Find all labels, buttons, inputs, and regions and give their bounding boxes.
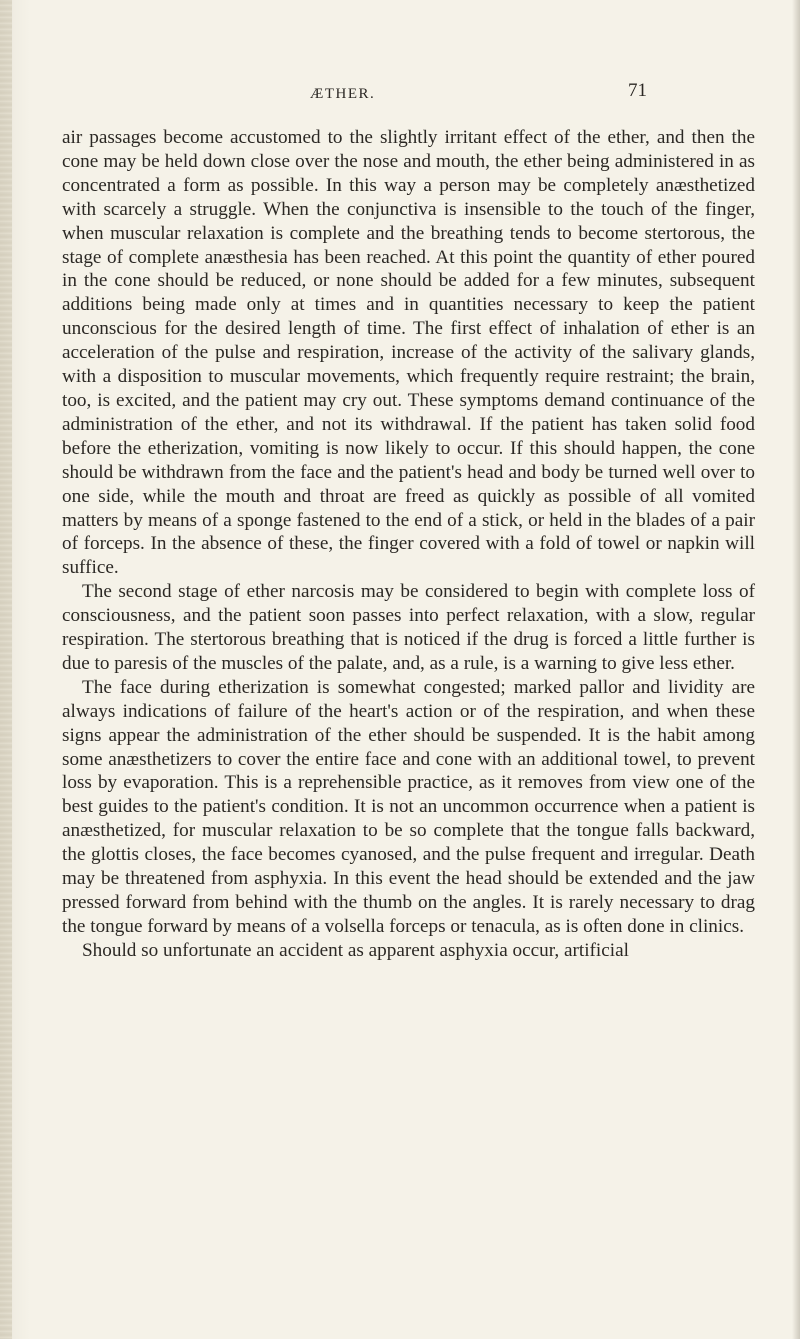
paragraph-1: air passages become accustomed to the slightly irritant effect of the ether, and then the cone may be held down close over the nose and mouth, the ether being administered in as concentrated a form as possible. In this way a person may be completely anæsthetized with scarcely a struggle. When the conjunctiva is insensible to the touch of the finger, when muscular relaxation is complete and the breathing tends to become stertorous, the stage of complete anæsthesia has been reached. At this point the quantity of ether poured in the cone should be reduced, or none should be added for a few minutes, subsequent additions being made only at times and in quantities necessary to keep the patient unconscious for the desired length of time. The first effect of inhalation of ether is an acceleration of the pulse and respiration, increase of the activity of the salivary glands, with a disposition to muscular movements, which frequently require restraint; the brain, too, is excited, and the patient may cry out. These symptoms demand continuance of the administration of the ether, and not its withdrawal. If the patient has taken solid food before the etherization, vomiting is now likely to occur. If this should happen, the cone should be withdrawn from the face and the patient's head and body be turned well over to one side, while the mouth and throat are freed as quickly as possible of all vomited matters by means of a sponge fastened to the end of a stick, or held in the blades of a pair of forceps. In the absence of these, the finger covered with a fold of towel or napkin will suffice. <box>62 127 755 579</box>
running-title: ÆTHER. <box>310 86 376 102</box>
page-right-edge <box>792 0 800 1339</box>
paragraph-3: The face during etherization is somewhat congested; marked pallor and lividity are always indications of failure of the heart's action or of the respiration, and when these signs appear the administration of the ether should be suspended. It is the habit among some anæsthetizers to cover the entire face and cone with an additional towel, to prevent loss by evaporation. This is a reprehensible practice, as it removes from view one of the best guides to the patient's condition. It is not an uncommon occurrence when a patient is anæsthetized, for muscular relaxation to be so complete that the tongue falls backward, the glottis closes, the face becomes cyanosed, and the pulse frequent and irregular. Death may be threatened from asphyxia. In this event the head should be extended and the jaw pressed forward from behind with the thumb on the angles. It is rarely necessary to drag the tongue forward by means of a volsella forceps or tenacula, as is often done in clinics. <box>62 676 755 937</box>
paragraph-2: The second stage of ether narcosis may be considered to begin with complete loss of consciousness, and the patient soon passes into perfect relaxation, with a slow, regular respiration. The stertorous breathing that is noticed if the drug is forced a little further is due to paresis of the muscles of the palate, and, as a rule, is a warning to give less ether. <box>62 581 755 674</box>
body-text <box>62 126 755 963</box>
page-number: 71 <box>628 80 647 101</box>
paragraph-4: Should so unfortunate an accident as apparent asphyxia occur, artificial <box>82 939 629 961</box>
page-binding-edge <box>0 0 12 1339</box>
running-head <box>0 80 800 110</box>
